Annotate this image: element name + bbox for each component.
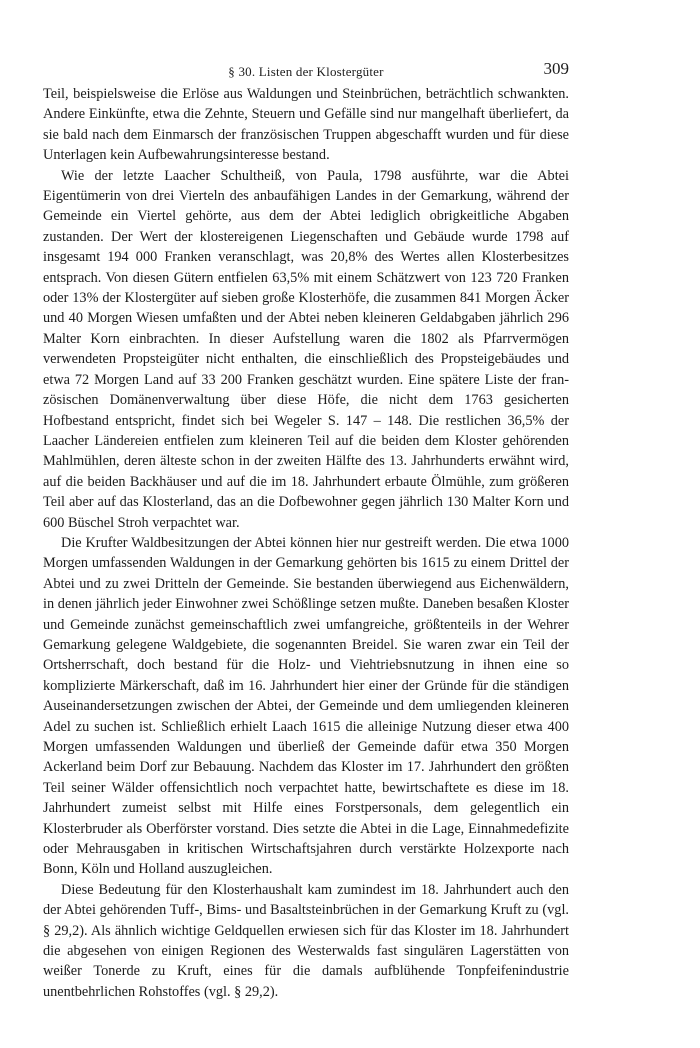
page-number: 309 [543,59,569,78]
paragraph-waldbesitzungen: Die Krufter Waldbesitzungen der Abtei können hier nur gestreift werden. Die etwa 1000 Morgen umfassenden Waldungen in der Gemarkung gehörten bis 1615 zu einem Drittel der Abtei und zu zwei Dritteln der Gemeinde. Sie bestanden überwiegend aus Eichenwäldern, in denen jährlich jeder Einwohner zwei Schößlinge setzen mußte. Daneben besaßen Kloster und Gemeinde zunächst gemeinschaftlich zwei umfangreiche, größtenteils in der Wehrer Gemarkung gelegene Waldgebiete, die sogenannten Breidel. Sie waren zwar ein Teil der Ortsherrschaft, doch bestand für die Holz- und Viehtriebsnutzung in ihnen eine so komplizierte Märkerschaft, daß im 16. Jahrhundert hier einer der Gründe für die ständigen Auseinandersetzungen zwischen der Abtei, der Gemeinde und dem umliegenden kleineren Adel zu suchen ist. Schließlich erhielt Laach 1615 die alleinige Nutzung dieser etwa 400 Morgen umfassenden Waldungen und überließ der Gemeinde dafür etwa 350 Morgen Ackerland beim Dorf zur Bebauung. Nachdem das Kloster im 17. Jahrhundert den größten Teil seiner Wälder offensichtlich noch verpachtet hatte, bewirtschaftete es diese im 18. Jahrhundert zumeist selbst mit Hilfe eines Forstpersonals, dem gelegentlich ein Klosterbruder als Oberförster vorstand. Dies setzte die Abtei in die Lage, Einnahmedefizite oder Mehrausgaben in kritischen Wirtschaftsjahren durch verstärkte Holzexporte nach Bonn, Köln und Holland auszugleichen. [43,534,569,878]
paragraph-steinbrueche: Diese Bedeutung für den Klosterhaushalt kam zumindest im 18. Jahrhundert auch den der Abtei gehörenden Tuff-, Bims- und Basaltsteinbrüchen in der Gemarkung Kruft zu (vgl. § 29,2). Als ähnlich wichtige Geldquellen erwiesen sich für das Kloster im 18. Jahrhundert die abgesehen von einigen Regionen des Westerwalds fast singulären Lagerstätten von weißer Tonerde zu Kruft, eines für die damals aufblühende Tonpfeifenindustrie unentbehrlichen Rohstoffes (vgl. § 29,2). [43,881,569,1000]
paragraph-schultheiss: Wie der letzte Laacher Schultheiß, von Paula, 1798 ausführte, war die Abtei Eigentümerin von drei Vierteln des anbaufähigen Landes in der Gemarkung, während der Gemeinde ein Viertel gehörte, aus dem der Abtei lediglich obrigkeitliche Abgaben zustanden. Der Wert der klostereigenen Liegenschaften und Gebäude wurde 1798 auf insgesamt 194 000 Franken veranschlagt, was 20,8% des Wertes allen Klosterbesitzes entsprach. Von diesen Gütern entfielen 63,5% mit einem Schätzwert von 123 720 Franken oder 13% der Klostergüter auf sieben große Klosterhöfe, die zusammen 841 Morgen Äcker und 40 Morgen Wiesen umfaßten und der Abtei neben kleineren Geldabgaben jährlich 296 Malter Korn einbrachten. In dieser Aufstellung waren die 1802 als Pfarrvermögen verwendeten Propsteigüter nicht enthalten, die einschließlich des Propsteigebäudes und etwa 72 Morgen Land auf 33 200 Franken geschätzt wurden. Eine spätere Liste der französischen Domänenverwaltung über diese Höfe, die nicht dem 1763 gesicherten Hofbestand entspricht, findet sich bei Wegeler S. 147 – 148. Die restlichen 36,5% der Laacher Ländereien entfielen zum kleineren Teil auf die beiden dem Kloster gehörenden Mahlmühlen, deren älteste schon in der zweiten Hälfte des 13. Jahrhunderts erwähnt wird, auf die beiden Backhäuser und auf die im 18. Jahrhundert erbaute Ölmühle, zum größeren Teil aber auf das Klosterland, das an die Dofbewohner gegen jährlich 130 Malter Korn und 600 Büschel Stroh verpachtet war. [43,167,569,531]
running-header [43,58,569,80]
paragraph-continuation: Teil, beispielsweise die Erlöse aus Waldungen und Steinbrüchen, beträchtlich schwankten. Andere Einkünfte, etwa die Zehnte, Steuern und Gefälle sind nur mangelhaft überliefert, da sie bald nach dem Einmarsch der französischen Truppen abgeschafft wurden und für diese Unterlagen kein Aufbewahrungsinteresse bestand. [43,86,569,164]
running-title: § 30. Listen der Klostergüter [228,64,384,79]
body-text [43,84,569,1002]
book-page [43,58,569,1002]
